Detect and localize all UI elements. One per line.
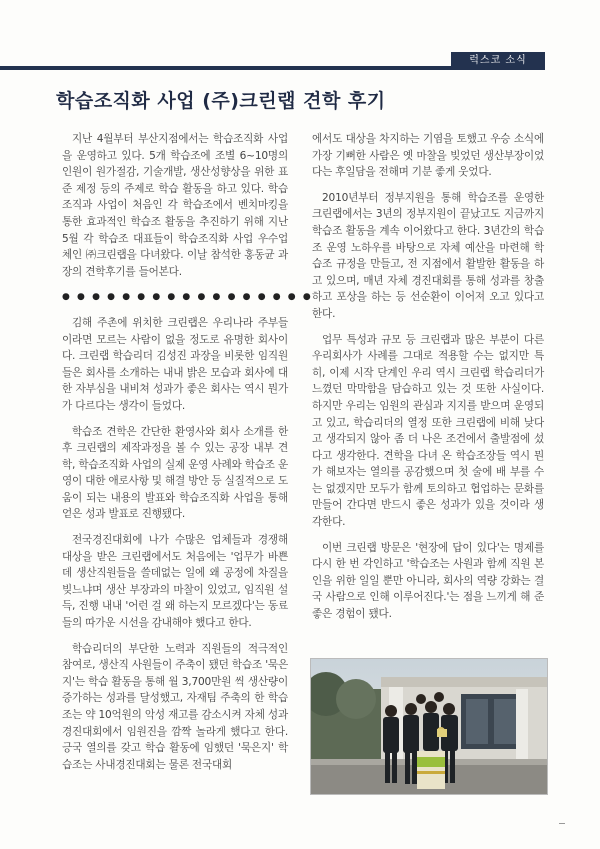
article-title: 학습조직화 사업 (주)크린랩 견학 후기 <box>56 90 386 112</box>
body-paragraph: 이번 크린랩 방문은 '현장에 답이 있다'는 명제를 다시 한 번 각인하고 '학습조는 사원과 함께 직원 본인을 위한 일일 뿐만 아니라, 회사의 역량 강화는 결국 사람으로 인해 이루어진다.'는 점을 느끼게 해 준 좋은 경험이 됐다. <box>312 541 544 621</box>
body-paragraph: 학습조 견학은 간단한 환영사와 회사 소개를 한 후 크린랩의 제작과정을 볼 수 있는 공장 내부 견학, 학습조직화 사업의 실제 운영 사례와 학습조 운영이 대한 애로사항 및 해결 방안 등 실질적으로 도움이 되는 내용의 발표와 학습조직화 사업을 통해 얻은 성과 발표로 진행됐다. <box>62 425 289 521</box>
body-paragraph: 학습리더의 부단한 노력과 직원들의 적극적인 참여로, 생산직 사원들이 주축이 됐던 학습조 '묵은지'는 학습 활동을 통해 월 3,700만원 씩 생산량이 증가하는 성과를 달성했고, 자재팀 주축의 한 학습조는 약 10억원의 악성 재고를 감소시켜 자체 성과 경진대회에서 임원진을 깜짝 놀라게 했다고 한다. 긍국 열의를 갖고 학습 활동에 임했던 '묵은지' 학습조는 사내경진대회는 물론 전국대회 <box>62 642 288 771</box>
group-photo <box>310 658 548 795</box>
right-column <box>312 131 544 632</box>
left-column <box>62 131 318 782</box>
section-tag: 럭스코 소식 <box>451 52 545 70</box>
page-mark <box>559 823 565 824</box>
group-photo-image <box>311 659 547 794</box>
body-paragraph: 에서도 대상을 차지하는 기염을 토했고 우승 소식에 가장 기뻐한 사람은 옛 마찰을 빚었던 생산부장이었다는 후일담을 전해며 기분 좋게 웃었다. <box>312 133 544 179</box>
dot-separator: ●●●●●●●●●●●●●●●●● <box>62 292 318 303</box>
body-paragraph: 전국경진대회에 나가 수많은 업체들과 경쟁해 대상을 받은 크린랩에서도 처음에는 '업무가 바쁜데 생산직원들을 쓸데없는 일에 왜 공정에 차질을 빚느냐며 생산 부장과의 마찰이 있었고, 임직원 설득, 진행 내내 '어런 걸 왜 하는지 모르겠다'는 동료들의 따가운 시선을 감내해야 했다고 한다. <box>62 534 288 630</box>
body-paragraph: 2010년부터 정부지원을 통해 학습조를 운영한 크린랩에서는 3년의 정부지원이 끝났고도 지금까지 학습조 활동을 계속 이어왔다고 한다. 3년간의 학습조 운영 노하우를 바탕으로 자체 예산을 마련해 학습조 규정을 만들고, 전 지점에서 활발한 활동을 하고 있으며, 매년 자체 경진대회를 통해 성과를 창출하고 포상을 하는 등 선순환이 이어져 오고 있다고 한다. <box>312 191 544 320</box>
body-paragraph: 업무 특성과 규모 등 크린랩과 많은 부분이 다른 우리회사가 사례를 그대로 적용할 수는 없지만 특히, 이제 시작 단계인 우리 역시 크린랩 학습리더가 느꼈던 막막함을 담습하고 있는 것 또한 사실이다. 하지만 우리는 임원의 관심과 지지를 받으며 운영되고 있고, 학습리더의 열정 또한 크린랩에 비해 낮다고 생각되지 않아 좀 더 나은 조건에서 출발점에 섰다고 생각한다. 견학을 다녀 온 학습조장들 역시 뭔가 해보자는 열의를 공감했으며 첫 술에 배 부를 수는 없겠지만 모두가 함께 토의하고 협업하는 문화를 만들어 간다면 반드시 좋은 성과가 있을 것이라 생각한다. <box>312 333 544 529</box>
intro-paragraph: 지난 4월부터 부산지점에서는 학습조직화 사업을 운영하고 있다. 5개 학습조에 조별 6~10명의 인원이 원가절감, 기술개발, 생산성향상을 위한 표준 제정 등의 주제로 학습 활동을 하고 있다. 학습조직과 사업이 처음인 각 학습조에서 벤치마킹을 통한 효과적인 학습조 활동을 추진하기 위해 지난 5월 각 학습조 대표들이 학습조직화 사업 우수업체인 ㈜크린랩을 다녀왔다. 이날 참석한 홍동균 과장의 견학후기를 들어본다. <box>62 133 288 278</box>
body-paragraph: 김해 주촌에 위치한 크린랩은 우리나라 주부들이라면 모르는 사람이 없을 정도로 유명한 회사이다. 크린랩 학습리더 김성진 과장을 비롯한 임직원들은 회사를 소개하는 내내 밝은 모습과 회사에 대한 자부심을 내비쳐 성과가 좋은 회사는 역시 뭔가가 다르다는 생각이 들었다. <box>62 316 288 412</box>
